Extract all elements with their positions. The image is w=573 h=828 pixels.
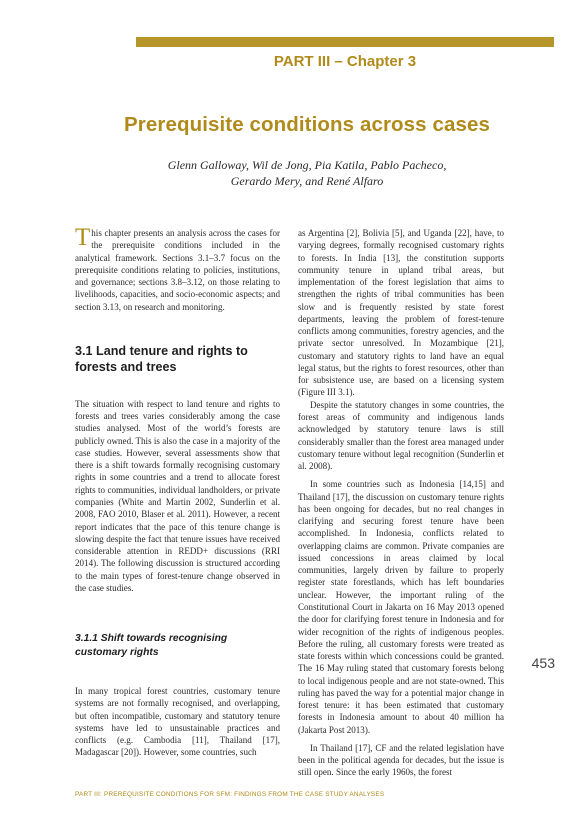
section-heading-3-1: 3.1 Land tenure and rights to forests and trees [75,343,248,374]
section-3-1-paragraph: The situation with respect to land tenure and rights to forests and trees varies considerably among the case studies analysed. Most of the world’s forests are publicly owned. This is also the case in a majority of the case studies. However, several assessments show that there is a shift towards formally recognising customary rights in some countries and a trend to allocate forest rights to communities, individual landholders, or private companies (White and Martin 2002, Sunderlin et al. 2008, FAO 2010, Blaser et al. 2011). However, a recent report indicates that the pace of this tenure change is slowing despite the fact that tenure issues have received considerable attention in REDD+ discussions (RRI 2014). The following discussion is structured according to the main types of forest-tenure change observed in the case studies. [75,398,280,593]
authors-line-1: Glenn Galloway, Wil de Jong, Pia Katila, Pablo Pacheco, [167,158,447,172]
part-heading: PART III – Chapter 3 [273,53,417,70]
drop-cap: T [75,224,91,251]
header-rule [136,37,554,47]
section-3-1-1-paragraph: In many tropical forest countries, customary tenure systems are not formally recognised, and overlapping, but often incompatible, customary and statutory tenure systems have led to unsustainable practices and conflicts (e.g. Cambodia [11], Thailand [17], Madagascar [20]). However, some countries, such [75,686,280,758]
authors [60,157,554,189]
right-paragraph-1: as Argentina [2], Bolivia [5], and Uganda [22], have, to varying degrees, formally recognised customary rights to forests. In India [13], the constitution supports community tenure in upland tribal areas, but implementation of the forest legislation that aims to strengthen the rights of tribal communities has been slow and is frequently resisted by state forest departments, leaving the problem of forest-tenure conflicts among communities, forestry agencies, and the private sector unresolved. In Mozambique [21], customary and statutory rights to land have an equal legal status, but the rights to forest resources, other than for subsistence use, are based on a licensing system (Figure III 3.1). [298,228,504,398]
intro-paragraph [75,224,280,313]
authors-line-2: Gerardo Mery, and René Alfaro [230,174,384,188]
right-column [298,227,504,779]
right-paragraph-2: Despite the statutory changes in some countries, the forest areas of community and indigenous lands acknowledged by statutory tenure laws is still considerably smaller than the forest area managed under customary tenure without legal recognition (Sunderlin et al. 2008). [298,399,504,472]
right-paragraph-4: In Thailand [17], CF and the related legislation have been in the political agenda for decades, but the issue is still open. Since the early 1960s, the forest [298,742,504,778]
subsection-heading-3-1-1: 3.1.1 Shift towards recognising customary rights [75,633,228,658]
running-footer: PART III: PREREQUISITE CONDITIONS FOR SFM: FINDINGS FROM THE CASE STUDY ANALYSES [75,791,385,798]
chapter-title: Prerequisite conditions across cases [124,113,490,136]
page-number: 453 [531,655,555,671]
intro-text: his chapter presents an analysis across the cases for the prerequisite conditions included in the analytical framework. Sections 3.1–3.7 focus on the prerequisite conditions relating to policies, institutions, and governance; sections 3.8–3.12, on those relating to livelihoods, capacities, and socio-economic aspects; and section 3.13, on research and monitoring. [75,228,280,312]
right-paragraph-3: In some countries such as Indonesia [14,15] and Thailand [17], the discussion on customary tenure rights has been ongoing for decades, but no real changes in clarifying and securing forest tenure have been accomplished. In Indonesia, conflicts related to overlapping claims are common. Private companies are issued concessions in areas claimed by local communities, largely driven by failure to properly register state forestlands, which has left boundaries unclear. However, the important ruling of the Constitutional Court in Jakarta on 16 May 2013 opened the door for clarifying forest tenure in Indonesia and for wider recognition of the rights of indigenous peoples. Before the ruling, all customary forests were treated as state forests within which concessions could be granted. The 16 May ruling stated that customary forests belong to local indigenous people and are not state-owned. This ruling has paved the way for a potential major change in forest tenure: it has been estimated that customary forests in Indonesia amount to about 40 million ha (Jakarta Post 2013). [298,479,504,735]
left-column [75,224,280,759]
